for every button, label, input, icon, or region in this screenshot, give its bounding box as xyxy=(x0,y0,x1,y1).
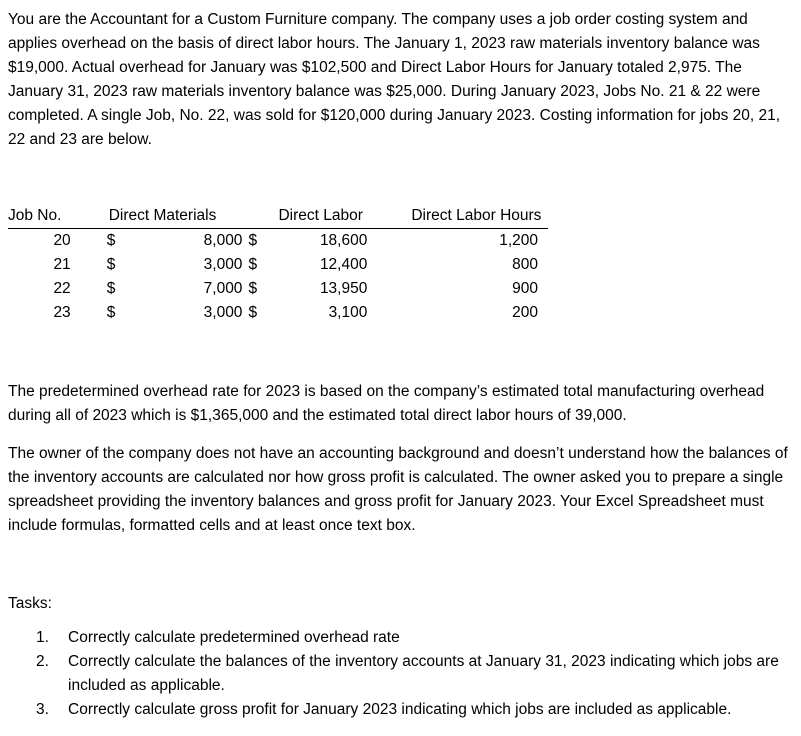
task-number: 3. xyxy=(36,701,49,718)
cell-dm-currency: $ xyxy=(106,256,116,273)
cell-direct-materials: 7,000 xyxy=(203,280,243,297)
task-text: Correctly calculate the balances of the inventory accounts at January 31, 2023 indicating which jobs are included as applicable. xyxy=(68,653,779,694)
task-number: 2. xyxy=(36,653,49,670)
cell-job-no: 21 xyxy=(53,256,71,273)
cell-direct-labor: 18,600 xyxy=(319,232,368,249)
list-item xyxy=(36,626,796,650)
table-row xyxy=(8,229,548,254)
table-row xyxy=(8,301,548,325)
owner-paragraph: The owner of the company does not have an accounting background and doesn’t understand how the balances of the inventory accounts are calculated nor how gross profit is calculated. The owner asked you to prepare a single spreadsheet providing the inventory balances and gross profit for January 2023. Your Excel Spreadsheet must include formulas, formatted cells and at least once text box. xyxy=(8,445,788,534)
cell-direct-materials: 3,000 xyxy=(203,304,243,321)
overhead-rate-paragraph: The predetermined overhead rate for 2023 is based on the company’s estimated total manufacturing overhead during all of 2023 which is $1,365,000 and the estimated total direct labor hours of 39,000. xyxy=(8,383,765,424)
task-number: 1. xyxy=(36,629,49,646)
cell-direct-materials: 3,000 xyxy=(203,256,243,273)
cell-direct-labor-hours: 800 xyxy=(512,256,538,273)
cell-dl-currency: $ xyxy=(248,304,258,321)
cell-direct-labor-hours: 900 xyxy=(512,280,538,297)
list-item xyxy=(36,698,796,722)
cell-dm-currency: $ xyxy=(106,280,116,297)
intro-paragraph: You are the Accountant for a Custom Furniture company. The company uses a job order costing system and applies overhead on the basis of direct labor hours. The January 1, 2023 raw materials inventory balance was $19,000. Actual overhead for January was $102,500 and Direct Labor Hours for January totaled 2,975. The January 31, 2023 raw materials inventory balance was $25,000. During January 2023, Jobs No. 21 & 22 were completed. A single Job, No. 22, was sold for $120,000 during January 2023. Costing information for jobs 20, 21, 22 and 23 are below. xyxy=(8,11,781,148)
table-row xyxy=(8,253,548,277)
cell-dm-currency: $ xyxy=(106,304,116,321)
tasks-heading: Tasks: xyxy=(8,595,52,612)
cell-direct-labor-hours: 200 xyxy=(512,304,538,321)
cell-dl-currency: $ xyxy=(248,232,258,249)
cell-direct-labor: 12,400 xyxy=(319,256,368,273)
cell-direct-materials: 8,000 xyxy=(203,232,243,249)
cell-direct-labor: 13,950 xyxy=(319,280,368,297)
cell-dl-currency: $ xyxy=(248,256,258,273)
cell-direct-labor-hours: 1,200 xyxy=(499,232,538,249)
header-direct-labor-hours: Direct Labor Hours xyxy=(367,204,548,229)
tasks-list xyxy=(36,626,796,722)
cell-job-no: 22 xyxy=(53,280,71,297)
cell-direct-labor: 3,100 xyxy=(328,304,368,321)
header-direct-labor: Direct Labor xyxy=(242,204,367,229)
task-text: Correctly calculate gross profit for January 2023 indicating which jobs are included as applicable. xyxy=(68,701,732,718)
job-costing-table xyxy=(8,204,548,325)
task-text: Correctly calculate predetermined overhead rate xyxy=(68,629,400,646)
cell-dl-currency: $ xyxy=(248,280,258,297)
header-job-no: Job No. xyxy=(8,204,83,229)
list-item xyxy=(36,650,796,698)
table-header-row xyxy=(8,204,548,229)
header-direct-materials: Direct Materials xyxy=(83,204,243,229)
cell-dm-currency: $ xyxy=(106,232,116,249)
cell-job-no: 23 xyxy=(53,304,71,321)
table-row xyxy=(8,277,548,301)
cell-job-no: 20 xyxy=(53,232,71,249)
